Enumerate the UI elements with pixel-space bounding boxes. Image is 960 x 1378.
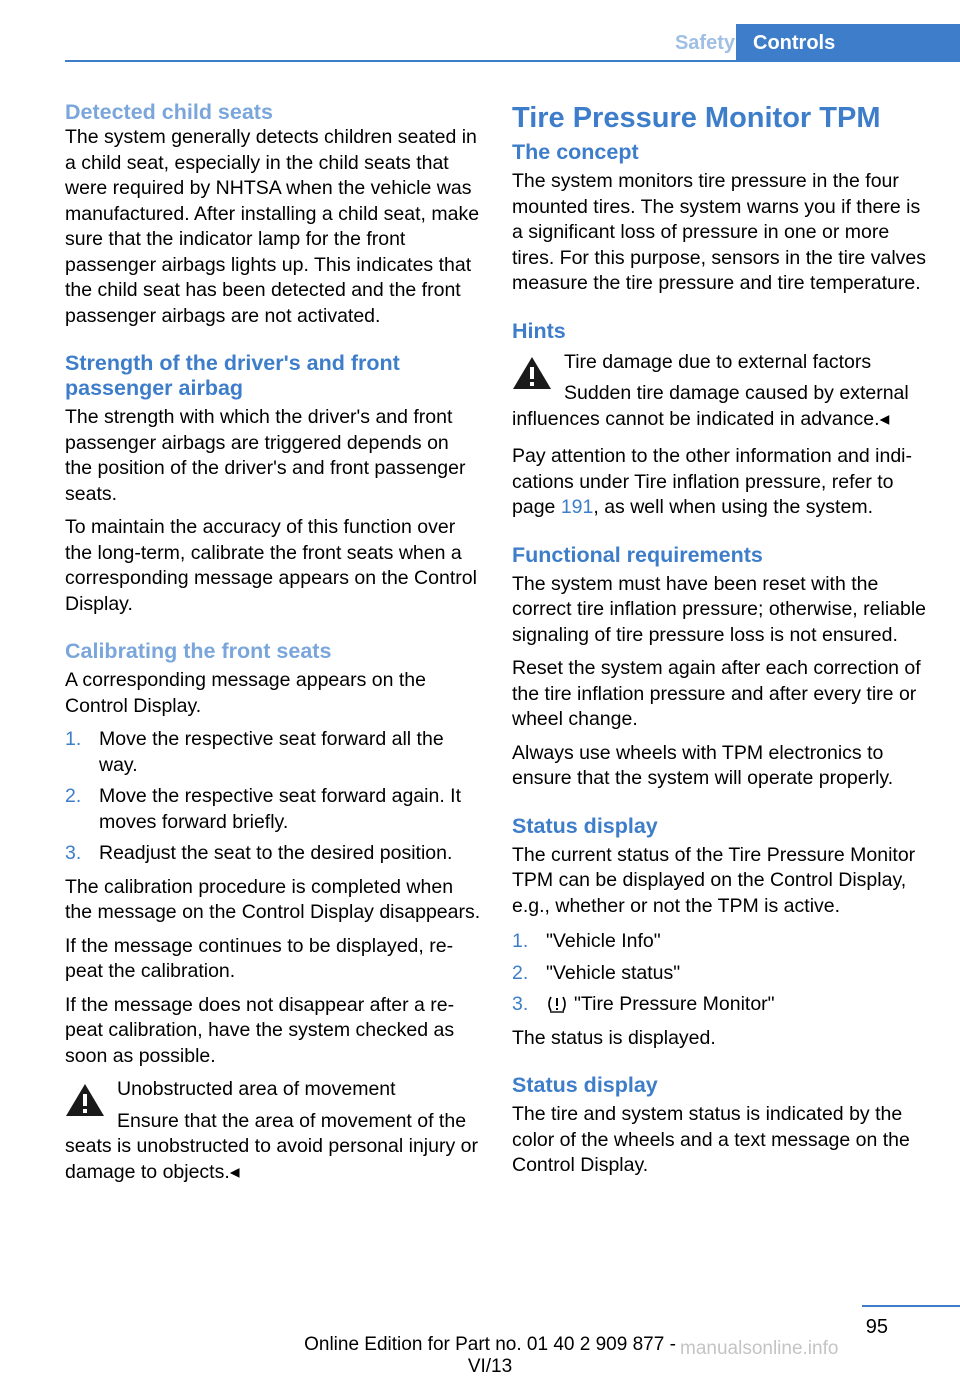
- paragraph-calibration-complete: The calibration procedure is completed when the message on the Control Display disappears.: [65, 875, 481, 923]
- header-tab-safety: Safety: [674, 32, 735, 54]
- list-item-text: Readjust the seat to the desired position.: [99, 842, 453, 864]
- heading-detected-child-seats: Detected child seats: [65, 100, 273, 124]
- list-item-number: 2.: [512, 961, 529, 984]
- list-item: [65, 841, 481, 867]
- paragraph-requirements-1: The system must have been reset with the correct tire inflation pressure; otherwise, reliable signaling of tire pressure loss is not ensured.: [512, 572, 927, 646]
- left-column: [65, 100, 481, 1193]
- paragraph-hints: Pay attention to the other information and indications under Tire inflation pressure, refer to page 191, as well when using the system.: [512, 445, 913, 518]
- page-link-191[interactable]: 191: [560, 496, 594, 518]
- warning-title: Tire damage due to external factors: [564, 350, 872, 373]
- list-item: [65, 727, 481, 778]
- heading-functional-requirements: Functional requirements: [512, 542, 763, 567]
- list-item-text: Move the respective seat forward again. It moves forward briefly.: [99, 785, 462, 833]
- list-item-number: 1.: [512, 930, 529, 952]
- tire-pressure-icon: [546, 995, 568, 1013]
- heading-tire-pressure-monitor: Tire Pressure Monitor TPM: [512, 102, 881, 134]
- list-item-number: 1.: [65, 728, 82, 750]
- warning-text: Ensure that the area of movement of the seats is unobstructed to avoid personal injury or damage to objects.◂: [65, 1109, 478, 1183]
- list-item-text: "Tire Pressure Monitor": [574, 993, 775, 1015]
- paragraph-status-display-2: The tire and system status is indicated by the color of the wheels and a text message on the Control Display.: [512, 1103, 910, 1176]
- list-item-text: Move the respective seat forward all the way.: [99, 728, 444, 776]
- header-tab-controls: Controls: [736, 24, 960, 62]
- warning-unobstructed-area: [65, 1077, 481, 1185]
- heading-calibrating-front-seats: Calibrating the front seats: [65, 639, 332, 663]
- list-item-text: "Vehicle status": [546, 961, 681, 984]
- heading-status-display-1: Status display: [512, 813, 658, 838]
- paragraph-airbag-strength-2: To maintain the accuracy of this function over the long-term, calibrate the front seats when a corresponding message appears on the Control Display.: [65, 516, 477, 615]
- list-item-number: 2.: [65, 785, 82, 807]
- paragraph-airbag-strength-1: The strength with which the driver's and front passenger airbags are triggered depends on the position of the driver's and front passenger seats.: [65, 406, 466, 505]
- footer-rule: [862, 1305, 960, 1307]
- watermark: manualsonline.info: [680, 1338, 839, 1359]
- paragraph-detected-child-seats: The system generally detects children seated in a child seat, especially in the child seats that were required by NHTSA when the vehicle was manufactured. After installing a child seat, make sure that the indicator lamp for the front passenger airbags lights up. This indicates that the child seat has been detected and the front passenger airbags are not activated.: [65, 126, 480, 327]
- paragraph-status-display-1: The current status of the Tire Pressure Monitor TPM can be displayed on the Control Display, e.g., whether or not the TPM is active.: [512, 843, 916, 917]
- paragraph-repeat-calibration: If the message continues to be displayed, repeat the calibration.: [65, 934, 454, 982]
- warning-triangle-icon: [512, 356, 552, 390]
- paragraph-requirements-2: Reset the system again after each correction of the tire inflation pressure and after every tire or wheel change.: [512, 657, 921, 730]
- list-item-text: "Vehicle Info": [546, 930, 661, 952]
- paragraph-have-system-checked: If the message does not disappear after a repeat calibration, have the system checked as soon as possible.: [65, 993, 455, 1067]
- right-column: [512, 100, 926, 1187]
- calibration-steps-list: [65, 727, 481, 867]
- paragraph-concept: The system monitors tire pressure in the four mounted tires. The system warns you if there is a significant loss of pressure in one or more tires. For this purpose, sensors in the tire valves measure the tire pressure and tire temperature.: [512, 170, 927, 294]
- list-item: [65, 784, 481, 835]
- list-item: [512, 929, 926, 955]
- paragraph-status-shown: The status is displayed.: [512, 1026, 716, 1049]
- warning-tire-damage: [512, 350, 926, 433]
- heading-the-concept: The concept: [512, 140, 639, 164]
- heading-status-display-2: Status display: [512, 1073, 658, 1097]
- warning-triangle-icon: [65, 1083, 105, 1117]
- heading-hints: Hints: [512, 318, 566, 343]
- status-steps-list: [512, 929, 926, 1018]
- list-item-number: 3.: [512, 993, 529, 1015]
- list-item: [512, 992, 926, 1018]
- warning-text: Sudden tire damage caused by external influences cannot be indicated in advance.◂: [512, 382, 909, 430]
- heading-airbag-strength: Strength of the driver's and front passenger airbag: [65, 351, 400, 400]
- footer-edition: Online Edition for Part no. 01 40 2 909 877 - VI/13: [304, 1334, 676, 1377]
- page-number: 95: [865, 1316, 888, 1338]
- list-item: [512, 961, 926, 987]
- paragraph-calibrating: A corresponding message appears on the Control Display.: [65, 669, 426, 717]
- paragraph-requirements-3: Always use wheels with TPM electronics to ensure that the system will operate properly.: [512, 741, 894, 789]
- header-rule: [65, 60, 960, 62]
- warning-title: Unobstructed area of movement: [117, 1078, 396, 1100]
- list-item-number: 3.: [65, 842, 82, 864]
